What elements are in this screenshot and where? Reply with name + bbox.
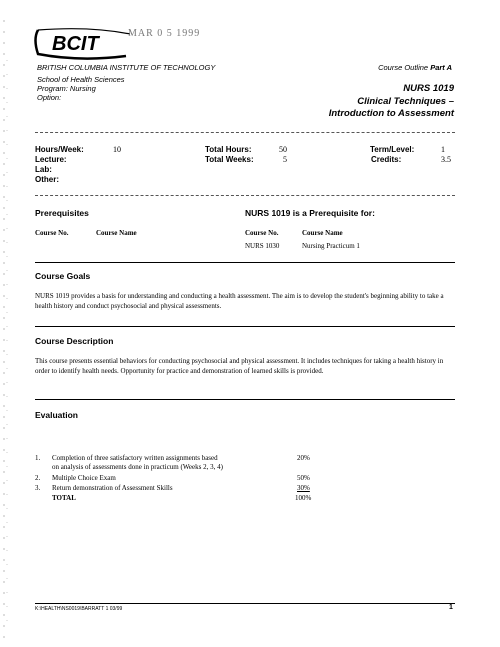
course-goals-heading: Course Goals <box>35 271 91 281</box>
eval-total-label: TOTAL <box>52 494 76 502</box>
footer-file-reference: K:\HEALTH\NS0019\BARRATT 1 03/99 <box>35 606 123 612</box>
course-description-heading: Course Description <box>35 336 114 346</box>
prereq-for-col-course-no: Course No. <box>245 229 279 237</box>
bcit-logo <box>30 24 140 64</box>
eval-item-percent: 30% <box>297 484 310 492</box>
footer-divider <box>35 603 455 604</box>
divider <box>35 195 455 196</box>
prerequisites-heading: Prerequisites <box>35 208 89 218</box>
divider <box>35 326 455 327</box>
divider <box>35 399 455 400</box>
total-weeks-label: Total Weeks: <box>205 155 254 164</box>
divider <box>35 262 455 263</box>
credits-label: Credits: <box>371 155 402 164</box>
evaluation-heading: Evaluation <box>35 410 78 420</box>
term-level-label: Term/Level: <box>370 145 415 154</box>
total-hours-label: Total Hours: <box>205 145 252 154</box>
eval-total-percent: 100% <box>295 494 312 502</box>
eval-item-text: Completion of three satisfactory written assignments based <box>52 454 218 462</box>
hours-week-label: Hours/Week: <box>35 145 84 154</box>
total-weeks-value: 5 <box>283 155 287 164</box>
prereq-for-col-course-name: Course Name <box>302 229 343 237</box>
institution-name: BRITISH COLUMBIA INSTITUTE OF TECHNOLOGY <box>37 63 216 72</box>
outline-part: Part A <box>430 63 452 72</box>
course-description-text: This course presents essential behaviors for conducting psychosocial and physical assessment. It includes techniques for taking a health history in order to identify health needs. Opportunity for practice and demonstration of learned skills is provided. <box>35 357 444 375</box>
prereq-for-row-course-name: Nursing Practicum 1 <box>302 242 360 250</box>
prereq-col-course-no: Course No. <box>35 229 69 237</box>
prereq-for-row-course-no: NURS 1030 <box>245 242 280 250</box>
hours-week-value: 10 <box>113 145 121 154</box>
divider <box>35 132 455 133</box>
eval-item-text-cont: on analysis of assessments done in practicum (Weeks 2, 3, 4) <box>52 463 223 471</box>
lab-label: Lab: <box>35 165 52 174</box>
program-name: Program: Nursing <box>37 84 96 93</box>
option-label: Option: <box>37 93 62 102</box>
total-hours-value: 50 <box>279 145 287 154</box>
prereq-col-course-name: Course Name <box>96 229 137 237</box>
school-name: School of Health Sciences <box>37 75 125 84</box>
lecture-label: Lecture: <box>35 155 67 164</box>
eval-item-text: Return demonstration of Assessment Skills <box>52 484 173 492</box>
term-level-value: 1 <box>441 145 445 154</box>
received-stamp: MAR 0 5 1999 <box>128 28 201 39</box>
eval-item-percent: 50% <box>297 474 310 482</box>
eval-item-number: 2. <box>35 474 41 482</box>
page-number: 1 <box>449 604 453 611</box>
course-title-line2: Introduction to Assessment <box>328 108 454 119</box>
course-goals-text: NURS 1019 provides a basis for understanding and conducting a health assessment. The aim is to develop the student's beginning ability to take a health history and conduct psychosocial and physical assessments. <box>35 292 444 310</box>
eval-item-text: Multiple Choice Exam <box>52 474 116 482</box>
prerequisite-for-heading: NURS 1019 is a Prerequisite for: <box>245 208 375 218</box>
course-title-line1: Clinical Techniques – <box>357 96 454 107</box>
course-outline-label: Course Outline Part A <box>378 63 452 72</box>
other-label: Other: <box>35 175 59 184</box>
scan-edge-noise <box>0 0 10 647</box>
logo-text: BCIT <box>52 33 99 55</box>
eval-item-number: 3. <box>35 484 41 492</box>
eval-item-percent: 20% <box>297 454 310 462</box>
credits-value: 3.5 <box>441 155 451 164</box>
school-info <box>37 75 125 102</box>
course-code: NURS 1019 <box>403 83 454 94</box>
eval-item-number: 1. <box>35 454 41 462</box>
